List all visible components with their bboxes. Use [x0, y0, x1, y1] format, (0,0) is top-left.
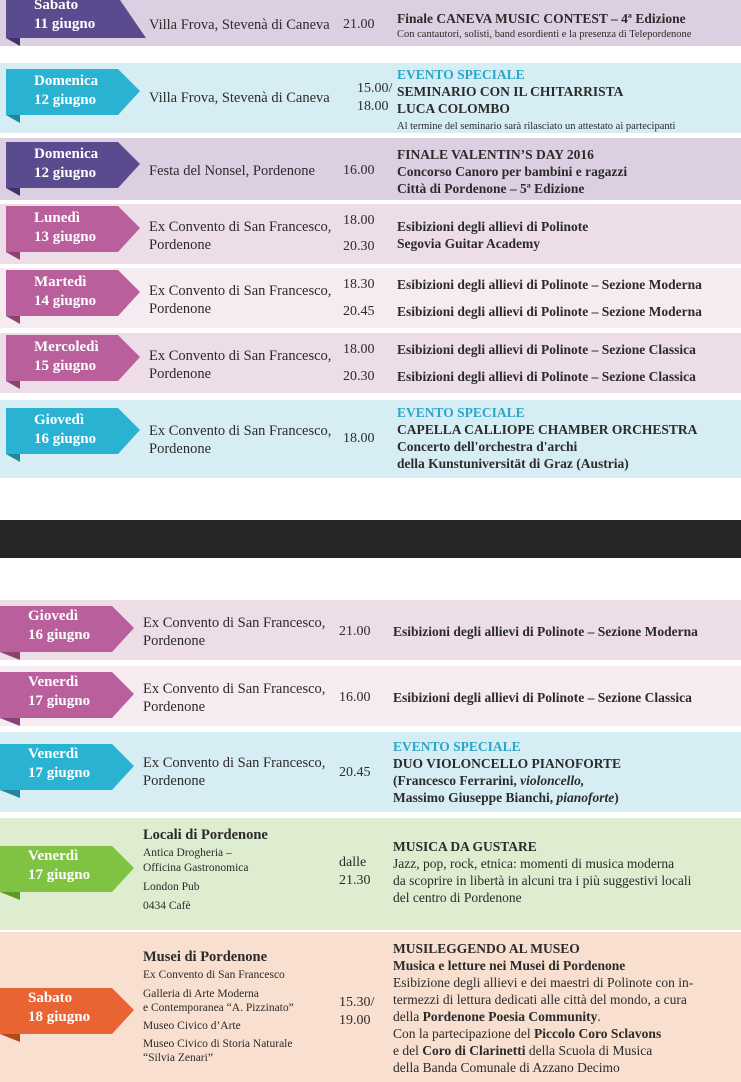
- event-subtitle: Segovia Guitar Academy: [397, 236, 540, 251]
- venue-item: Galleria di Arte Moderna: [143, 988, 259, 1000]
- text-part: .: [597, 1009, 601, 1024]
- time-end: 19.00: [339, 1013, 371, 1028]
- event-row: [0, 0, 741, 46]
- event-text-line: [393, 1025, 693, 1042]
- schedule-page-2: [0, 574, 741, 1080]
- event-title-second: Esibizioni degli allievi di Polinote – Sezione Moderna: [397, 304, 702, 319]
- day-label: Martedì: [34, 274, 87, 290]
- date-tag: [0, 842, 140, 902]
- date-tag: [0, 335, 146, 391]
- performer-name: Massimo Giuseppe Bianchi,: [393, 790, 557, 805]
- closing-paren: ): [614, 790, 619, 805]
- performer-name: (Francesco Ferrarini,: [393, 773, 521, 788]
- event-title-second: Esibizioni degli allievi di Polinote – Sezione Classica: [397, 369, 696, 384]
- event-row: [0, 666, 741, 726]
- date-label: 13 giugno: [34, 229, 97, 245]
- venue-item: 0434 Cafè: [143, 900, 191, 912]
- venue-line: Ex Convento di San Francesco,: [143, 755, 326, 771]
- venue-item: Ex Convento di San Francesco: [143, 969, 285, 981]
- event-title: Esibizioni degli allievi di Polinote – Sezione Moderna: [393, 624, 698, 639]
- venue: [149, 347, 331, 383]
- time-start: 15.30/: [339, 995, 375, 1010]
- event-subtitle: Concerto dell'orchestra d'archi: [397, 439, 578, 454]
- date-label: 14 giugno: [34, 293, 97, 309]
- date-tag: [0, 142, 146, 198]
- event-time: 16.00: [339, 690, 371, 705]
- venue: Villa Frova, Stevenà di Caneva: [149, 17, 330, 33]
- venue: [143, 754, 325, 790]
- event-row: [0, 138, 741, 200]
- event-row: [0, 932, 741, 1082]
- schedule-page-1: [0, 0, 741, 488]
- event-row: [0, 63, 741, 133]
- event-title: Esibizioni degli allievi di Polinote: [397, 219, 589, 234]
- venue-line: Ex Convento di San Francesco,: [149, 219, 332, 235]
- event-title: SEMINARIO CON IL CHITARRISTA: [397, 84, 624, 99]
- date-tag: [0, 206, 146, 262]
- time-prefix: dalle: [339, 855, 367, 870]
- date-tag: [0, 740, 140, 800]
- choir-name: Piccolo Coro Sclavons: [533, 1026, 662, 1041]
- venue-line: Ex Convento di San Francesco,: [149, 348, 332, 364]
- event-time: [343, 276, 375, 321]
- event-title: DUO VIOLONCELLO PIANOFORTE: [393, 756, 622, 771]
- date-tag: [0, 984, 140, 1044]
- venue-city: Pordenone: [143, 633, 206, 649]
- event-time: 21.00: [343, 17, 375, 32]
- event-time: [343, 212, 375, 256]
- event-description: [397, 66, 675, 134]
- event-description: [397, 218, 588, 252]
- event-time: 21.00: [339, 624, 371, 639]
- event-description: [397, 341, 696, 385]
- venue: [149, 218, 331, 254]
- performer-line: [393, 789, 621, 806]
- time-start: 18.00: [343, 342, 375, 357]
- day-label: Domenica: [34, 73, 99, 89]
- page-separator-bar: [0, 520, 741, 558]
- date-tag: [0, 602, 140, 658]
- event-subtitle: Musica e letture nei Musei di Pordenone: [393, 958, 626, 973]
- event-subtitle: della Kunstuniversität di Graz (Austria): [397, 456, 629, 471]
- event-time: 18.00: [343, 431, 375, 446]
- event-description: [393, 689, 692, 706]
- venue: [143, 680, 325, 716]
- text-part: della: [393, 1009, 423, 1024]
- venue-item: Officina Gastronomica: [143, 862, 249, 874]
- event-text-line: Esibizione degli allievi e dei maestri di Polinote con in-: [393, 975, 694, 990]
- day-label: Domenica: [34, 146, 99, 162]
- venue: [143, 948, 294, 1065]
- event-time: 16.00: [343, 163, 375, 178]
- date-label: 16 giugno: [34, 431, 97, 447]
- date-label: 12 giugno: [34, 165, 97, 181]
- venue: [149, 422, 331, 458]
- event-row: [0, 333, 741, 393]
- text-part: Con la partecipazione del: [393, 1026, 534, 1041]
- event-row: [0, 600, 741, 660]
- date-label: 18 giugno: [28, 1009, 91, 1025]
- day-label: Giovedì: [34, 412, 85, 428]
- day-label: Lunedì: [34, 210, 80, 226]
- time-second: 20.30: [343, 239, 375, 254]
- day-label: Mercoledì: [34, 339, 99, 355]
- event-time: [339, 854, 371, 890]
- event-time: 20.45: [339, 765, 371, 780]
- special-label: EVENTO SPECIALE: [393, 739, 521, 754]
- performer-instrument: pianoforte: [556, 790, 615, 805]
- venue-item: London Pub: [143, 881, 200, 893]
- venue-title: Locali di Pordenone: [143, 827, 268, 843]
- date-tag: [0, 408, 146, 468]
- event-time: [339, 994, 374, 1030]
- special-label: EVENTO SPECIALE: [397, 67, 525, 82]
- event-description: [393, 623, 698, 640]
- date-label: 12 giugno: [34, 92, 97, 108]
- event-row: [0, 268, 741, 328]
- date-tag: [0, 0, 146, 46]
- venue-line: Ex Convento di San Francesco,: [143, 615, 326, 631]
- event-description: [393, 838, 691, 906]
- special-label: EVENTO SPECIALE: [397, 405, 525, 420]
- text-part: e del: [393, 1043, 423, 1058]
- event-description: [397, 404, 697, 472]
- event-subtitle: LUCA COLOMBO: [397, 101, 510, 116]
- event-title: MUSICA DA GUSTARE: [393, 839, 537, 854]
- event-subtitle: Concorso Canoro per bambini e ragazzi: [397, 164, 628, 179]
- venue-item: e Contemporanea “A. Pizzinato”: [143, 1002, 294, 1014]
- day-label: Venerdì: [28, 848, 79, 864]
- venue-city: Pordenone: [149, 301, 212, 317]
- time-start: 18.30: [343, 277, 375, 292]
- date-label: 16 giugno: [28, 627, 91, 643]
- venue-city: Pordenone: [149, 441, 212, 457]
- event-title: CAPELLA CALLIOPE CHAMBER ORCHESTRA: [397, 422, 698, 437]
- venue: [143, 614, 325, 650]
- community-name: Pordenone Poesia Community: [422, 1009, 598, 1024]
- venue-city: Pordenone: [149, 366, 212, 382]
- event-text-line: [393, 1008, 693, 1025]
- date-tag: [0, 668, 140, 724]
- time-start: 15.00/: [357, 81, 393, 96]
- choir-name: Coro di Clarinetti: [422, 1043, 526, 1058]
- time-second: 20.45: [343, 304, 375, 319]
- event-description: [397, 10, 691, 42]
- date-label: 17 giugno: [28, 867, 91, 883]
- event-row: [0, 818, 741, 930]
- event-text-line: da scoprire in libertà in alcuni tra i più suggestivi locali: [393, 873, 692, 888]
- time-start: 18.00: [343, 213, 375, 228]
- venue-city: Pordenone: [143, 773, 206, 789]
- venue: [149, 282, 331, 318]
- venue: Villa Frova, Stevenà di Caneva: [149, 90, 330, 106]
- date-tag: [0, 69, 146, 125]
- date-label: 15 giugno: [34, 358, 97, 374]
- event-title: Esibizioni degli allievi di Polinote – Sezione Moderna: [397, 277, 702, 292]
- venue-city: Pordenone: [149, 237, 212, 253]
- day-label: Sabato: [28, 990, 73, 1006]
- event-description: [397, 146, 627, 197]
- event-text-line: termezzi di lettura dedicati alle città del mondo, a cura: [393, 992, 687, 1007]
- event-text-line: del centro di Pordenone: [393, 890, 522, 905]
- event-title: Esibizioni degli allievi di Polinote – Sezione Classica: [397, 342, 696, 357]
- event-title: Finale CANEVA MUSIC CONTEST – 4ª Edizione: [397, 11, 686, 26]
- venue-item: Museo Civico di Storia Naturale: [143, 1038, 293, 1050]
- event-note: Al termine del seminario sarà rilasciato un attestato ai partecipanti: [397, 121, 676, 132]
- event-row: [0, 400, 741, 478]
- date-tag: [0, 270, 146, 326]
- performer-instrument: violoncello,: [520, 773, 585, 788]
- day-label: Venerdì: [28, 746, 79, 762]
- venue-item: Museo Civico d’Arte: [143, 1020, 241, 1032]
- venue: [143, 826, 268, 914]
- date-label: 17 giugno: [28, 693, 91, 709]
- time-second: 20.30: [343, 369, 375, 384]
- venue-line: Ex Convento di San Francesco,: [143, 681, 326, 697]
- event-row: [0, 204, 741, 264]
- performer-line: [393, 772, 621, 789]
- event-title: FINALE VALENTIN’S DAY 2016: [397, 147, 594, 162]
- text-part: della Scuola di Musica: [525, 1043, 653, 1058]
- date-label: 17 giugno: [28, 765, 91, 781]
- venue-title: Musei di Pordenone: [143, 949, 268, 965]
- event-text-line: [393, 1042, 693, 1059]
- day-label: Sabato: [34, 0, 79, 13]
- time-start: 21.30: [339, 873, 371, 888]
- event-subtitle: Città di Pordenone – 5ª Edizione: [397, 181, 585, 196]
- event-note: Con cantautori, solisti, band esordienti e la presenza di Telepordenone: [397, 29, 692, 40]
- venue-line: Ex Convento di San Francesco,: [149, 283, 332, 299]
- venue-item: “Silvia Zenari”: [143, 1052, 213, 1064]
- venue: Festa del Nonsel, Pordenone: [149, 163, 315, 179]
- event-text-line: Jazz, pop, rock, etnica: momenti di musica moderna: [393, 856, 675, 871]
- event-row: [0, 732, 741, 812]
- date-label: 11 giugno: [34, 16, 96, 32]
- event-title: Esibizioni degli allievi di Polinote – Sezione Classica: [393, 690, 692, 705]
- event-time: [343, 341, 375, 386]
- venue-city: Pordenone: [143, 699, 206, 715]
- event-description: [393, 738, 621, 806]
- event-time: [357, 80, 392, 116]
- day-label: Giovedì: [28, 608, 79, 624]
- event-description: [397, 276, 702, 320]
- time-second: 18.00: [357, 99, 389, 114]
- day-label: Venerdì: [28, 674, 79, 690]
- venue-line: Ex Convento di San Francesco,: [149, 423, 332, 439]
- event-title: MUSILEGGENDO AL MUSEO: [393, 941, 580, 956]
- venue-item: Antica Drogheria –: [143, 847, 232, 859]
- event-text-line: della Banda Comunale di Azzano Decimo: [393, 1060, 620, 1075]
- event-description: [393, 940, 693, 1076]
